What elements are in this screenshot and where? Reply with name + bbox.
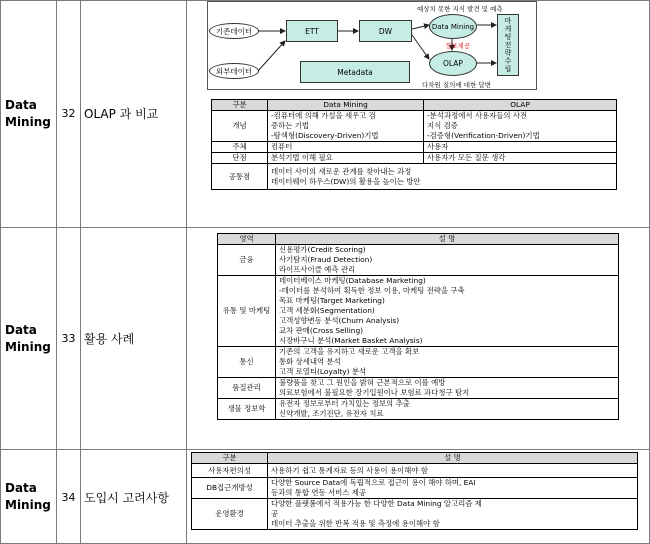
text-line: 다양한 Source Data에 독립적으로 접근이 용이 해야 하며, EAI	[271, 478, 476, 487]
header-cell: Data Mining	[268, 100, 424, 111]
category-cell: Data Mining	[0, 0, 57, 227]
text-line: -컴퓨터에 의해 가설을 세우고 검	[271, 111, 376, 120]
use-case-table	[217, 233, 619, 420]
table-header-row	[192, 453, 638, 464]
desc-cell	[276, 245, 619, 276]
common-cell	[268, 164, 617, 190]
text-line: 교차 판매(Cross Selling)	[279, 326, 364, 335]
text-line: 라이프사이클 예측 관리	[279, 265, 356, 274]
row-label: 통신	[218, 347, 276, 378]
marketing-char: 전	[504, 41, 512, 49]
text-line: 지식 검증	[427, 121, 458, 130]
marketing-char: 마	[504, 17, 512, 25]
metadata-box: Metadata	[300, 61, 410, 83]
olap-cell: 사용자가 모든 질문 생각	[424, 153, 617, 164]
text-line: 데이터웨어 하우스(DW)의 활용을 높이는 방안	[271, 176, 421, 186]
text-line: 유전자 정보로부터 가치있는 정보의 추출	[279, 399, 410, 408]
row-label: 생물 정보학	[218, 399, 276, 420]
text-line: 고객 로열티(Loyalty) 분석	[279, 367, 367, 376]
row-adoption-considerations	[0, 450, 650, 544]
text-line: -탐색형(Discovery-Driven)기법	[271, 131, 379, 140]
dm-cell: 분석기법 이해 필요	[268, 153, 424, 164]
olap-cell	[424, 111, 617, 142]
text-line: -검증형(Verification-Driven)기법	[427, 131, 540, 140]
table-row	[192, 478, 638, 499]
table-row	[218, 347, 619, 378]
source-external-data: 외부데이터	[209, 63, 259, 79]
header-cell: 설 명	[268, 453, 638, 464]
text-line: 의료보험에서 불필요한 장기입원이나 보험료 과다청구 탐지	[279, 388, 470, 397]
architecture-diagram	[207, 1, 537, 90]
header-cell: 영역	[218, 234, 276, 245]
table-row	[212, 153, 617, 164]
olap-cell: 사용자	[424, 142, 617, 153]
marketing-strategy-box	[497, 14, 519, 76]
header-cell: OLAP	[424, 100, 617, 111]
text-line: 사기탐지(Fraud Detection)	[279, 255, 373, 264]
row-olap-comparison	[0, 0, 650, 228]
label-discovery: 예상치 못한 지식 발견 및 예측	[417, 5, 503, 13]
item-number: 32	[57, 0, 81, 227]
table-row	[212, 164, 617, 190]
item-number: 33	[57, 228, 81, 449]
row-label: 품질관리	[218, 378, 276, 399]
text-line: -데이터를 분석하여 획득한 정보 이용, 마케팅 전략을 구축	[279, 286, 465, 295]
text-line: -분석과정에서 사용자들의 사전	[427, 111, 528, 120]
text-line: 시장바구니 분석(Market Basket Analysis)	[279, 336, 423, 345]
text-line: 증하는 기법	[271, 121, 310, 130]
category-cell: Data Mining	[0, 450, 57, 544]
desc-cell	[276, 276, 619, 347]
text-line: 고객성향변동 분석(Churn Analysis)	[279, 316, 400, 325]
text-line: 목표 마케팅(Target Marketing)	[279, 296, 385, 305]
row-label: 주체	[212, 142, 268, 153]
marketing-char: 케	[504, 25, 512, 33]
text-line: 공	[271, 509, 279, 518]
row-label: 금융	[218, 245, 276, 276]
desc-cell: 사용하기 쉽고 통계자료 등의 사용이 용이해야 함	[268, 464, 638, 478]
table-row	[218, 399, 619, 420]
header-cell: 구분	[192, 453, 268, 464]
dm-cell	[268, 111, 424, 142]
header-cell: 구분	[212, 100, 268, 111]
desc-cell	[276, 378, 619, 399]
topic-title: 활용 사례	[81, 228, 187, 449]
table-row	[218, 378, 619, 399]
considerations-table	[191, 452, 638, 530]
ett-box: ETT	[286, 20, 338, 42]
text-line: 데이터베이스 마케팅(Database Marketing)	[279, 276, 426, 285]
text-line: 등과의 통합 연동 서비스 제공	[271, 488, 367, 497]
topic-title: 도입시 고려사항	[81, 450, 187, 544]
text-line: 신약개발, 조기진단, 유전자 치료	[279, 409, 384, 418]
text-line: 고객 세분화(Segmentation)	[279, 306, 375, 315]
row-use-cases	[0, 228, 650, 450]
marketing-char: 수	[504, 57, 512, 65]
row-label: 개념	[212, 111, 268, 142]
desc-cell	[268, 478, 638, 499]
table-header-row	[218, 234, 619, 245]
content-cell	[187, 450, 650, 544]
desc-cell	[276, 347, 619, 378]
dm-cell: 컴퓨터	[268, 142, 424, 153]
dw-box: DW	[359, 20, 412, 42]
table-row	[218, 276, 619, 347]
row-label: 유통 및 마케팅	[218, 276, 276, 347]
row-label: 공통점	[212, 164, 268, 190]
data-mining-node: Data Mining	[429, 14, 477, 39]
table-row	[212, 111, 617, 142]
table-row	[192, 464, 638, 478]
table-header-row	[212, 100, 617, 111]
marketing-char: 략	[504, 49, 512, 57]
label-multidim-answer: 다차원 질의에 대한 답변	[422, 81, 491, 89]
text-line: 신용평가(Credit Scoring)	[279, 245, 366, 254]
marketing-char: 립	[504, 65, 512, 73]
row-label: 운영환경	[192, 499, 268, 530]
table-row	[218, 245, 619, 276]
marketing-char: 팅	[504, 33, 512, 41]
label-info-provide: 정보제공	[445, 42, 471, 50]
header-cell: 설 명	[276, 234, 619, 245]
item-number: 34	[57, 450, 81, 544]
topic-title: OLAP 과 비교	[81, 0, 187, 227]
text-line: 다양한 플랫폼에서 적용가능 한 다양한 Data Mining 알고리즘 제	[271, 499, 482, 508]
text-line: 통화 상세내역 분석	[279, 357, 341, 366]
olap-node: OLAP	[429, 51, 477, 76]
desc-cell	[268, 499, 638, 530]
category-cell: Data Mining	[0, 228, 57, 449]
content-cell	[187, 228, 650, 449]
table-row	[192, 499, 638, 530]
row-label: DB접근개방성	[192, 478, 268, 499]
text-line: 데이터 추출을 위한 반복 적용 및 측정에 용이해야 함	[271, 519, 440, 528]
text-line: 데이터 사이의 새로운 관계를 찾아내는 과정	[271, 166, 412, 176]
text-line: 불량품을 찾고 그 원인을 밝혀 근본적으로 이를 예방	[279, 378, 446, 387]
row-label: 단점	[212, 153, 268, 164]
content-cell	[187, 0, 650, 227]
text-line: 기존의 고객을 유지하고 새로운 고객을 확보	[279, 347, 420, 356]
table-row	[212, 142, 617, 153]
source-existing-data: 기존데이터	[209, 23, 259, 39]
desc-cell	[276, 399, 619, 420]
row-label: 사용자편의성	[192, 464, 268, 478]
olap-comparison-table	[211, 99, 617, 190]
